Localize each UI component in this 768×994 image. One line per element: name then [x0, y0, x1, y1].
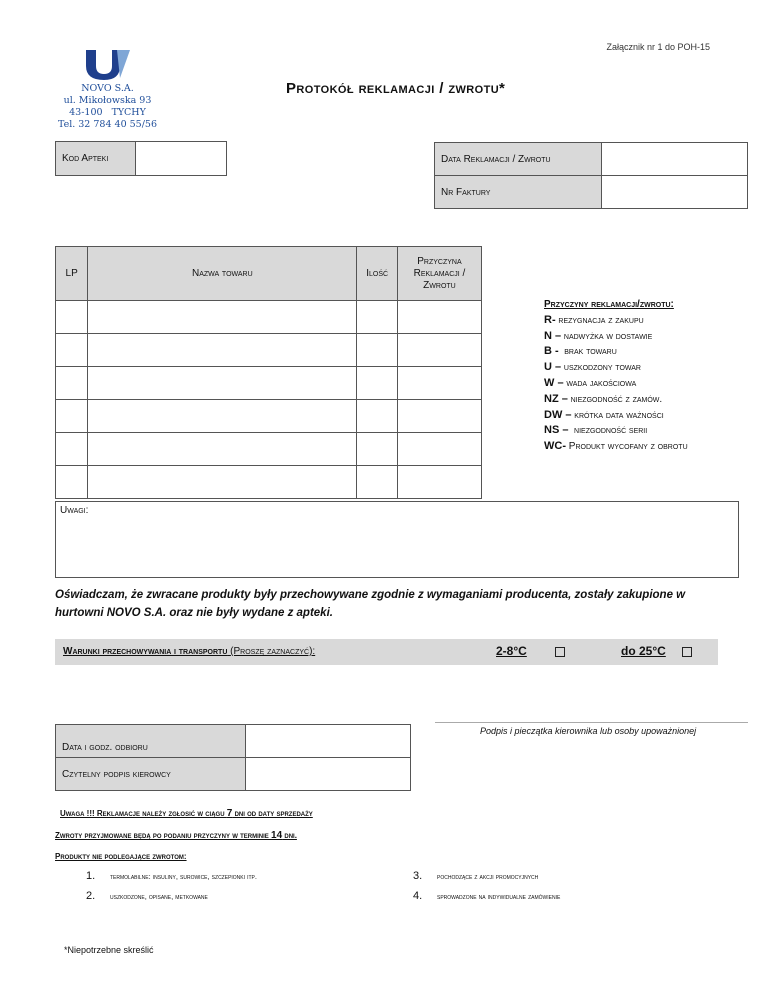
excluded-3-num: 3.	[413, 870, 423, 882]
table-cell[interactable]	[357, 334, 398, 367]
company-address	[55, 83, 160, 131]
storage-option-2-8: 2-8°C	[496, 644, 527, 658]
table-cell[interactable]	[88, 433, 357, 466]
table-cell[interactable]	[88, 400, 357, 433]
table-header-row	[56, 247, 482, 301]
table-cell[interactable]	[88, 301, 357, 334]
table-cell[interactable]	[56, 400, 88, 433]
table-row	[56, 400, 482, 433]
company-logo	[84, 48, 132, 80]
reason-item: W – wada jakościowa	[544, 376, 637, 389]
excluded-1-text: termolabilne: insuliny, surowice, szczepionki itp.	[110, 872, 257, 881]
pickup-date-field[interactable]	[245, 724, 411, 758]
reason-item: U – uszkodzony towar	[544, 361, 641, 374]
table-cell[interactable]	[56, 334, 88, 367]
table-cell[interactable]	[357, 466, 398, 499]
data-reklamacji-label: Data Reklamacji / Zwrotu	[434, 142, 602, 176]
uwagi-label: Uwagi:	[60, 505, 89, 516]
col-ilosc: Ilość	[357, 247, 398, 301]
col-przyczyna: Przyczyna Reklamacji / Zwrotu	[397, 247, 481, 301]
excluded-4-num: 4.	[413, 890, 423, 902]
storage-option-25: do 25°C	[621, 644, 666, 658]
table-cell[interactable]	[56, 301, 88, 334]
nr-faktury-label: Nr Faktury	[434, 175, 602, 209]
reason-item: DW – krótka data ważności	[544, 408, 664, 421]
table-cell[interactable]	[56, 433, 88, 466]
excluded-2-text: uszkodzone, opisane, metkowane	[110, 892, 208, 901]
table-row	[56, 433, 482, 466]
table-row	[56, 301, 482, 334]
note-excluded-title: Produkty nie podlegające zwrotom:	[55, 852, 187, 861]
reason-item: NS – niezgodność serii	[544, 424, 648, 437]
checkbox-25[interactable]	[682, 647, 692, 657]
table-row	[56, 367, 482, 400]
excluded-3-text: pochodzące z akcji promocyjnych	[437, 872, 539, 881]
table-cell[interactable]	[397, 334, 481, 367]
table-cell[interactable]	[88, 367, 357, 400]
col-lp: LP	[56, 247, 88, 301]
footnote: *Niepotrzebne skreślić	[64, 945, 154, 955]
nr-faktury-field[interactable]	[601, 175, 748, 209]
uwagi-box[interactable]	[55, 501, 739, 578]
company-name: NOVO S.A.	[81, 83, 134, 94]
reasons-legend	[544, 297, 688, 455]
table-cell[interactable]	[397, 466, 481, 499]
table-cell[interactable]	[56, 367, 88, 400]
table-cell[interactable]	[397, 400, 481, 433]
signature-caption: Podpis i pieczątka kierownika lub osoby upoważnionej	[480, 726, 697, 736]
driver-signature-field[interactable]	[245, 757, 411, 791]
checkbox-2-8[interactable]	[555, 647, 565, 657]
table-cell[interactable]	[88, 466, 357, 499]
reason-item: NZ – niezgodność z zamów.	[544, 392, 663, 405]
reason-item: B - brak towaru	[544, 345, 617, 358]
table-cell[interactable]	[88, 334, 357, 367]
col-nazwa: Nazwa towaru	[88, 247, 357, 301]
company-city: 43-100 TYCHY	[69, 107, 146, 118]
items-table	[55, 246, 482, 499]
table-cell[interactable]	[357, 433, 398, 466]
data-reklamacji-field[interactable]	[601, 142, 748, 176]
table-cell[interactable]	[56, 466, 88, 499]
reason-item: R- rezygnacja z zakupu	[544, 313, 644, 326]
signature-line[interactable]	[435, 722, 748, 723]
table-cell[interactable]	[397, 433, 481, 466]
table-cell[interactable]	[357, 367, 398, 400]
pickup-date-label: Data i godz. odbioru	[55, 724, 246, 758]
storage-conditions-bar	[55, 639, 718, 665]
reason-item: N – nadwyżka w dostawie	[544, 329, 653, 342]
excluded-2-num: 2.	[86, 890, 96, 902]
table-cell[interactable]	[357, 400, 398, 433]
table-row	[56, 334, 482, 367]
company-phone: Tel. 32 784 40 55/56	[57, 119, 158, 130]
excluded-1-num: 1.	[86, 870, 96, 882]
table-cell[interactable]	[397, 367, 481, 400]
note-deadline: Uwaga !!! Reklamacje należy zgłosić w ciągu 7 dni od daty sprzedaży	[60, 808, 313, 819]
table-cell[interactable]	[397, 301, 481, 334]
kod-apteki-label: Kod Apteki	[55, 141, 136, 176]
note-returns: Zwroty przyjmowane będą po podaniu przyczyny w terminie 14 dni.	[55, 830, 297, 841]
page-title: Protokół reklamacji / zwrotu*	[286, 80, 506, 97]
storage-label: Warunki przechowywania i transportu (Proszę zaznaczyć):	[63, 646, 316, 657]
annex-label: Załącznik nr 1 do POH-15	[606, 42, 710, 52]
driver-signature-label: Czytelny podpis kierowcy	[55, 757, 246, 791]
table-cell[interactable]	[357, 301, 398, 334]
kod-apteki-field[interactable]	[135, 141, 227, 176]
declaration-text: Oświadczam, że zwracane produkty były przechowywane zgodnie z wymaganiami producenta, zostały zakupione w hurtowni NOVO S.A. oraz nie były wydane z apteki.	[55, 589, 686, 619]
reason-item: WC- Produkt wycofany z obrotu	[544, 440, 688, 453]
table-row	[56, 466, 482, 499]
excluded-4-text: sprowadzone na indywidualne zamówienie	[437, 892, 561, 901]
reasons-title: Przyczyny reklamacji/zwrotu:	[544, 299, 674, 310]
company-street: ul. Mikołowska 93	[63, 95, 152, 106]
